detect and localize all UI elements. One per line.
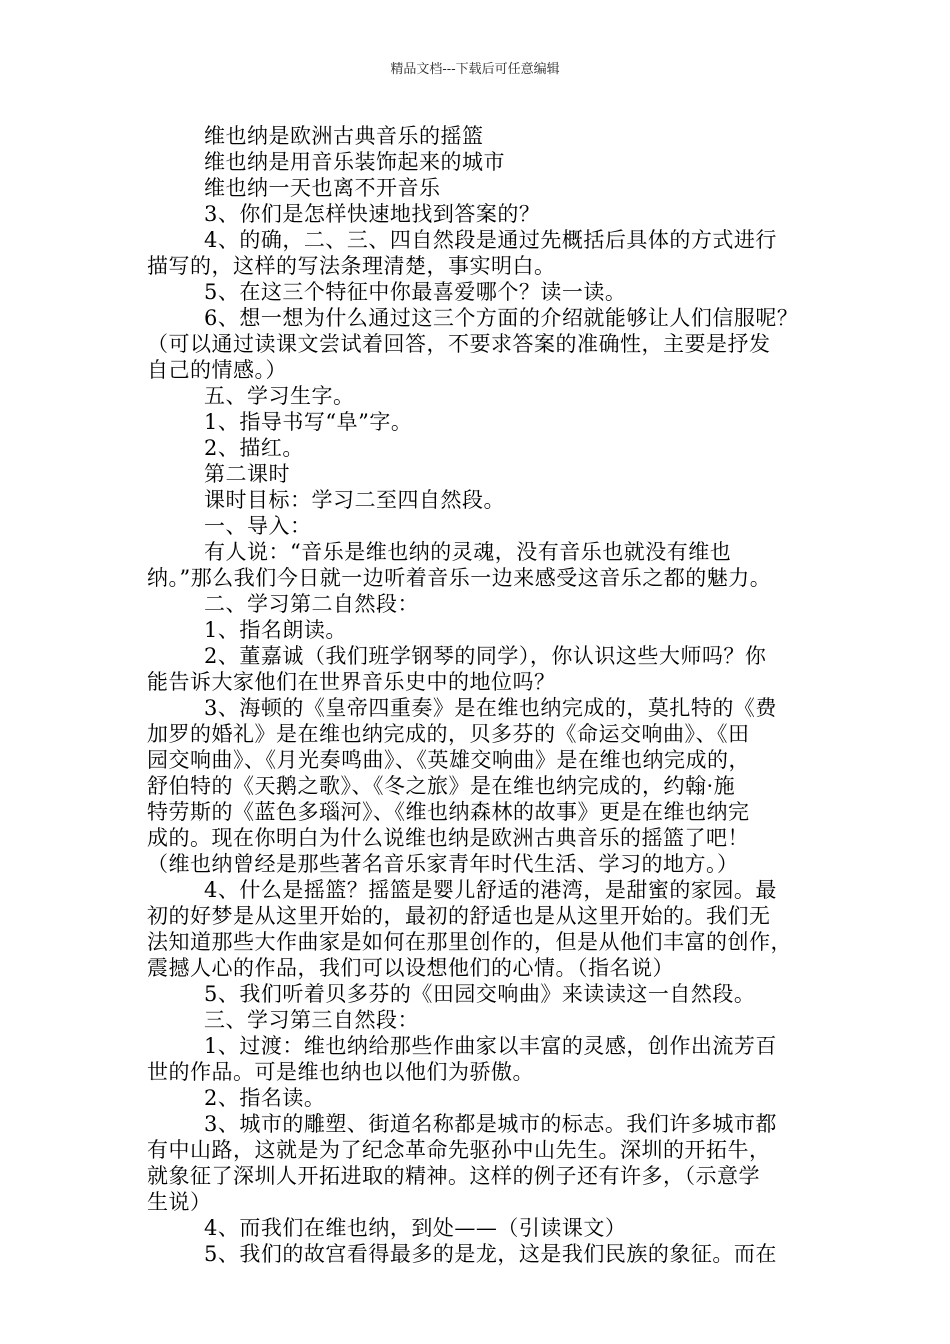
text-line: 课时目标：学习二至四自然段。 (204, 488, 505, 512)
text-line: 5、在这三个特征中你最喜爱哪个？读一读。 (204, 280, 627, 304)
text-line: 自己的情感。） (147, 358, 287, 382)
text-line: 第二课时 (204, 462, 290, 486)
text-line: 1、指导书写“阜”字。 (204, 410, 413, 434)
text-line: 舒伯特的《天鹅之歌》、《冬之旅》是在维也纳完成的，约翰·施 (147, 774, 736, 798)
text-line: 2、指名读。 (204, 1086, 326, 1110)
text-line: （维也纳曾经是那些著名音乐家青年时代生活、学习的地方。） (147, 852, 739, 876)
text-line: 描写的，这样的写法条理清楚，事实明白。 (147, 254, 556, 278)
text-line: 3、城市的雕塑、街道名称都是城市的标志。我们许多城市都 (204, 1112, 777, 1136)
text-line: 有中山路，这就是为了纪念革命先驱孙中山先生。深圳的开拓牛， (147, 1138, 771, 1162)
text-line: 能告诉大家他们在世界音乐史中的地位吗？ (147, 670, 556, 694)
text-line: 3、海顿的《皇帝四重奏》是在维也纳完成的，莫扎特的《费 (204, 696, 777, 720)
text-line: 6、想一想为什么通过这三个方面的介绍就能够让人们信服呢？ (204, 306, 799, 330)
text-line: 园交响曲》、《月光奏鸣曲》、《英雄交响曲》是在维也纳完成的， (147, 748, 750, 772)
text-line: 三、学习第三自然段： (204, 1008, 419, 1032)
text-line: 一、导入： (204, 514, 312, 538)
text-line: 2、描红。 (204, 436, 304, 460)
text-line: 维也纳是欧洲古典音乐的摇篮 (204, 124, 484, 148)
text-line: 生说） (147, 1190, 212, 1214)
text-line: 就象征了深圳人开拓进取的精神。这样的例子还有许多，（示意学 (147, 1164, 760, 1188)
text-line: 法知道那些大作曲家是如何在那里创作的，但是从他们丰富的创作， (147, 930, 792, 954)
text-line: 4、什么是摇篮？摇篮是婴儿舒适的港湾，是甜蜜的家园。最 (204, 878, 777, 902)
text-line: 维也纳是用音乐装饰起来的城市 (204, 150, 505, 174)
text-line: 加罗的婚礼》是在维也纳完成的，贝多芬的《命运交响曲》、《田 (147, 722, 750, 746)
text-line: 二、学习第二自然段： (204, 592, 419, 616)
text-line: 维也纳一天也离不开音乐 (204, 176, 441, 200)
page-header: 精品文档---下载后可任意编辑 (390, 62, 560, 77)
text-line: 震撼人心的作品，我们可以设想他们的心情。（指名说） (147, 956, 674, 980)
text-line: 5、我们听着贝多芬的《田园交响曲》来读读这一自然段。 (204, 982, 756, 1006)
text-line: 4、的确，二、三、四自然段是通过先概括后具体的方式进行 (204, 228, 777, 252)
text-line: 1、过渡：维也纳给那些作曲家以丰富的灵感，创作出流芳百 (204, 1034, 777, 1058)
text-line: 有人说：“音乐是维也纳的灵魂，没有音乐也就没有维也 (204, 540, 732, 564)
text-line: 纳。”那么我们今日就一边听着音乐一边来感受这音乐之都的魅力。 (147, 566, 772, 590)
text-line: 世的作品。可是维也纳也以他们为骄傲。 (147, 1060, 534, 1084)
text-line: 成的。现在你明白为什么说维也纳是欧洲古典音乐的摇篮了吧！ (147, 826, 749, 850)
text-line: 2、董嘉诚（我们班学钢琴的同学），你认识这些大师吗？你 (204, 644, 767, 668)
text-line: 五、学习生字。 (204, 384, 355, 408)
text-line: 1、指名朗读。 (204, 618, 347, 642)
document-body (147, 123, 817, 1267)
text-line: 3、你们是怎样快速地找到答案的？ (204, 202, 541, 226)
text-line: 初的好梦是从这里开始的，最初的舒适也是从这里开始的。我们无 (147, 904, 771, 928)
text-line: 4、而我们在维也纳，到处——（引读课文） (204, 1216, 627, 1240)
text-line: 5、我们的故宫看得最多的是龙，这是我们民族的象征。而在 (204, 1242, 777, 1266)
text-line: （可以通过读课文尝试着回答，不要求答案的准确性，主要是抒发 (147, 332, 771, 356)
text-line: 特劳斯的《蓝色多瑙河》、《维也纳森林的故事》更是在维也纳完 (147, 800, 750, 824)
